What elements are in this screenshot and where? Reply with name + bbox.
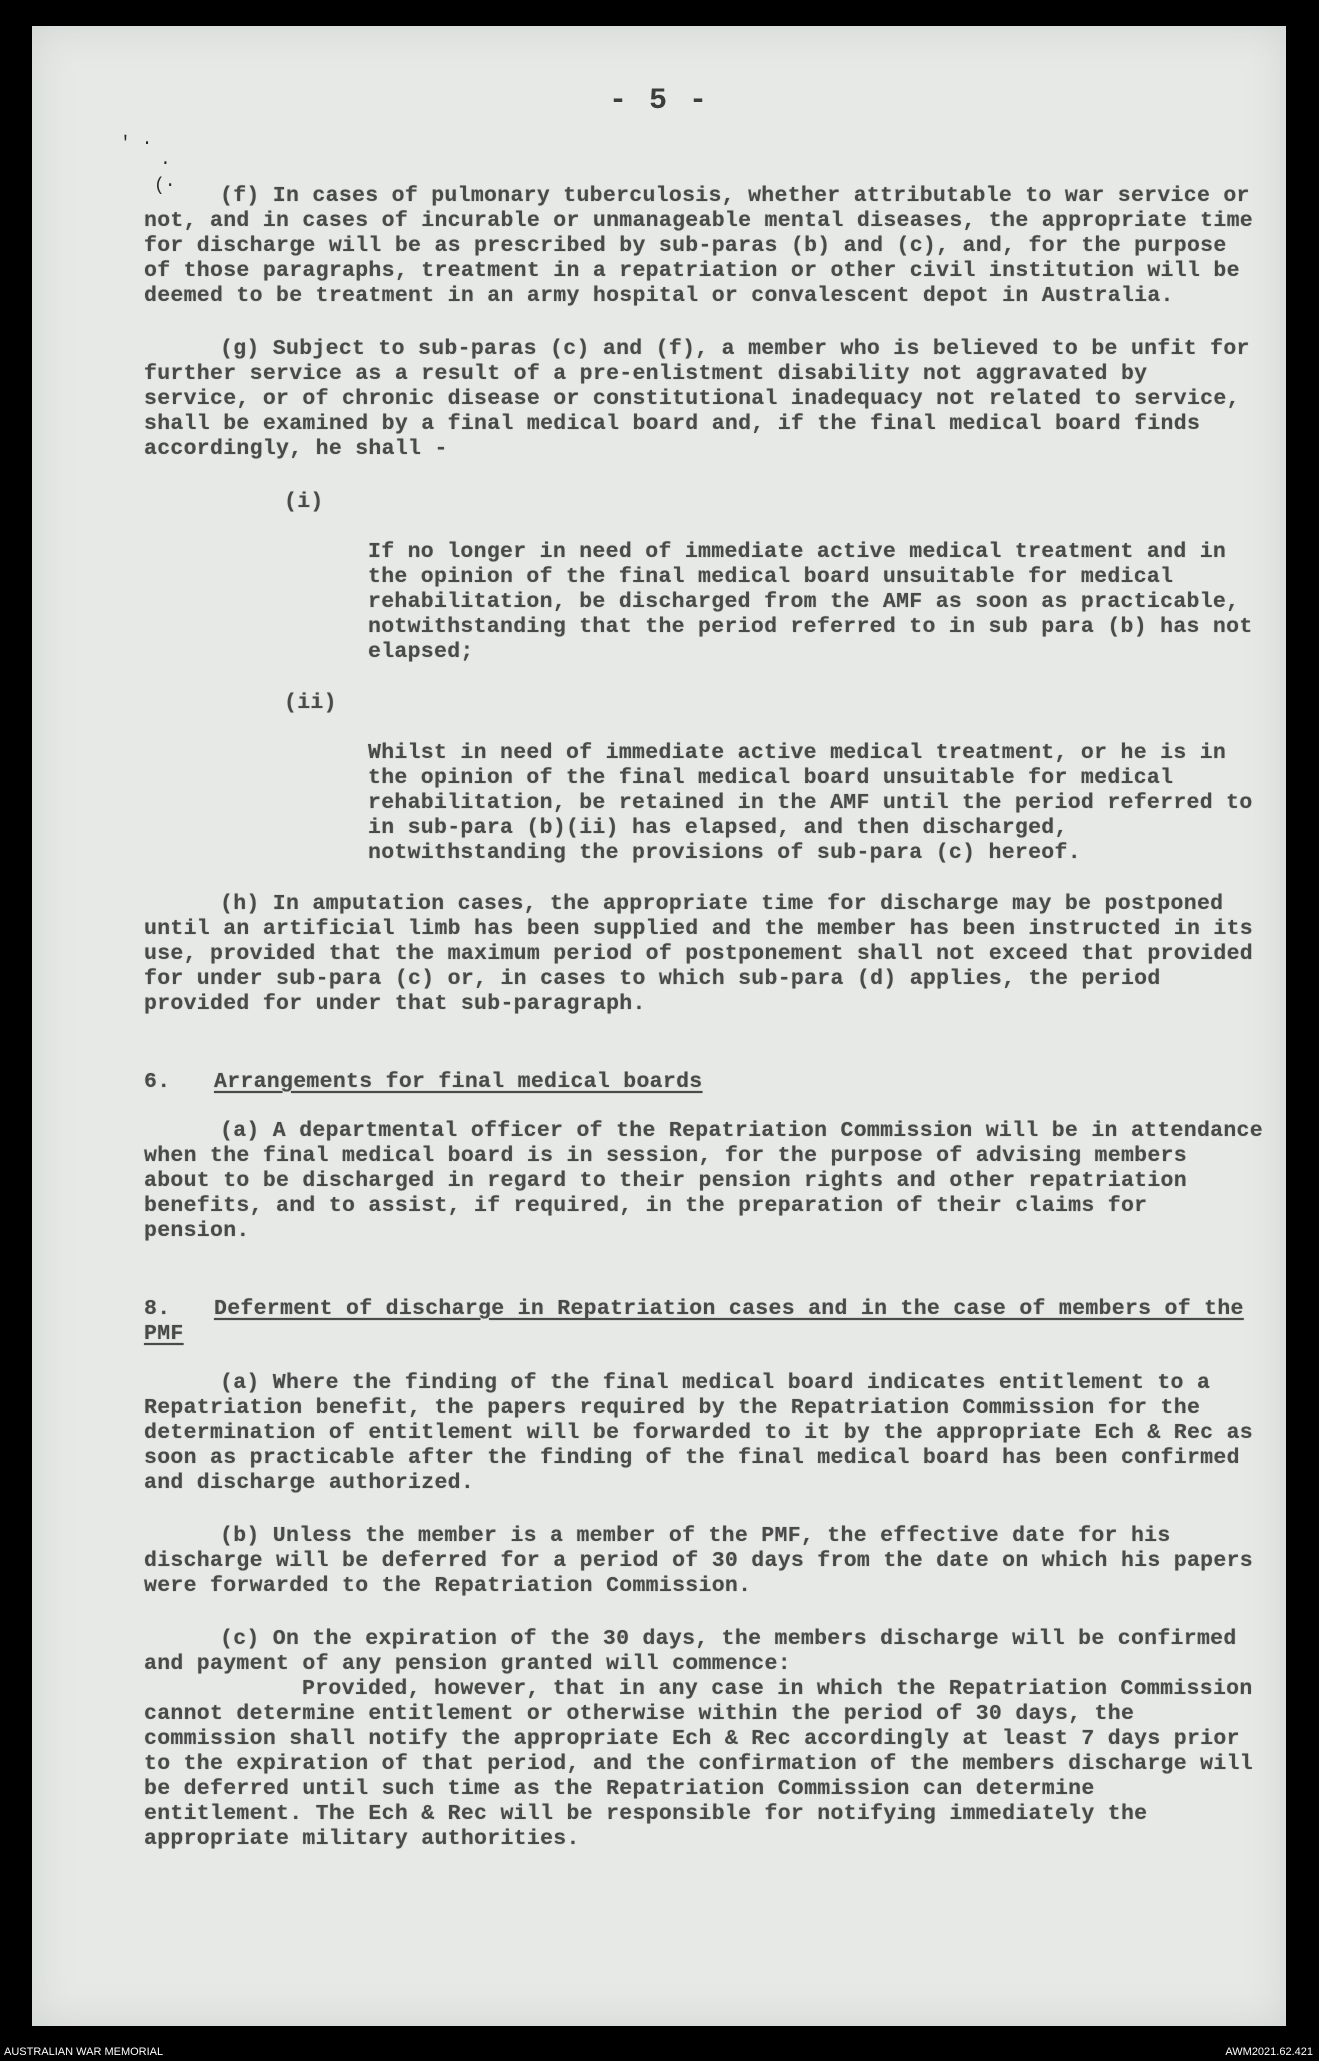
sub-item-marker: (i) [284,490,324,514]
sub-item-text: Whilst in need of immediate active medical treatment, or he is in the opinion of the final medical board unsuitable for medical rehabilitation, be retained in the AMF until the period referred to in sub-para (b)(ii) has elapsed, and then discharged, notwithstanding the provisions of sub-para (c) hereof. [368,741,1253,865]
section-number: 8. [144,1297,171,1321]
sub-item-marker: (ii) [284,691,337,715]
section-8-paragraph-c-proviso: Provided, however, that in any case in which the Repatriation Commission cannot determine entitlement or otherwise within the period of 30 days, the commission shall notify the appropriate Ech & Rec accordingly at least 7 days prior to the expiration of that period, and the confirmation of the members discharge will be deferred until such time as the Repatriation Commission can determine entitlement. The Ech & Rec will be responsible for notifying immediately the appropriate military authorities. [144,1677,1253,1851]
footer-institution: AUSTRALIAN WAR MEMORIAL [4,2046,164,2058]
section-8-heading [144,1272,1264,1347]
paragraph-g: (g) Subject to sub-paras (c) and (f), a member who is believed to be unfit for further service as a result of a pre-enlistment disability not aggravated by service, or of chronic disease or constitutional inadequacy not related to service, shall be examined by a final medical board and, if the final medical board finds accordingly, he shall - [144,337,1250,461]
ink-speck: (· [154,176,176,196]
section-title: Arrangements for final medical boards [214,1070,703,1094]
document-body [144,184,1264,1880]
archive-footer [0,2044,1319,2061]
paragraph-f: (f) In cases of pulmonary tuberculosis, whether attributable to war service or not, and in cases of incurable or unmanageable mental diseases, the appropriate time for discharge will be as prescribed by sub-paras (b) and (c), and, for the purpose of those paragraphs, treatment in a repatriation or other civil institution will be deemed to be treatment in an army hospital or convalescent depot in Australia. [144,184,1253,308]
section-number: 6. [144,1070,171,1094]
section-8-paragraph-a: (a) Where the finding of the final medical board indicates entitlement to a Repatriation benefit, the papers required by the Repatriation Commission for the determination of entitlement will be forwarded to it by the appropriate Ech & Rec as soon as practicable after the finding of the final medical board has been confirmed and discharge authorized. [144,1371,1253,1495]
paragraph-h: (h) In amputation cases, the appropriate time for discharge may be postponed until an artificial limb has been supplied and the member has been instructed in its use, provided that the maximum period of postponement shall not exceed that provided for under sub-para (c) or, in cases to which sub-para (d) applies, the period provided for under that sub-paragraph. [144,892,1253,1016]
footer-accession-number: AWM2021.62.421 [1225,2046,1313,2058]
ink-speck: ʹ · [120,134,153,154]
section-6-paragraph-a: (a) A departmental officer of the Repatriation Commission will be in attendance when the final medical board is in session, for the purpose of advising members about to be discharged in regard to their pension rights and other repatriation benefits, and to assist, if required, in the preparation of their claims for pension. [144,1119,1263,1243]
sub-item-text: If no longer in need of immediate active medical treatment and in the opinion of the final medical board unsuitable for medical rehabilitation, be discharged from the AMF as soon as practicable, notwithstanding that the period referred to in sub para (b) has not elapsed; [368,540,1253,664]
sub-item-ii [144,691,1264,866]
sub-item-i [144,490,1264,665]
page-number: - 5 - [608,84,709,118]
ink-speck: · [160,154,171,174]
document-page [32,26,1286,2026]
section-8-paragraph-b: (b) Unless the member is a member of the PMF, the effective date for his discharge will be deferred for a period of 30 days from the date on which his papers were forwarded to the Repatriation Commission. [144,1524,1253,1598]
section-8-paragraph-c: (c) On the expiration of the 30 days, the members discharge will be confirmed and payment of any pension granted will commence: [144,1627,1237,1676]
section-6-heading [144,1045,1264,1095]
section-title: Deferment of discharge in Repatriation cases and in the case of members of the PMF [144,1297,1244,1346]
